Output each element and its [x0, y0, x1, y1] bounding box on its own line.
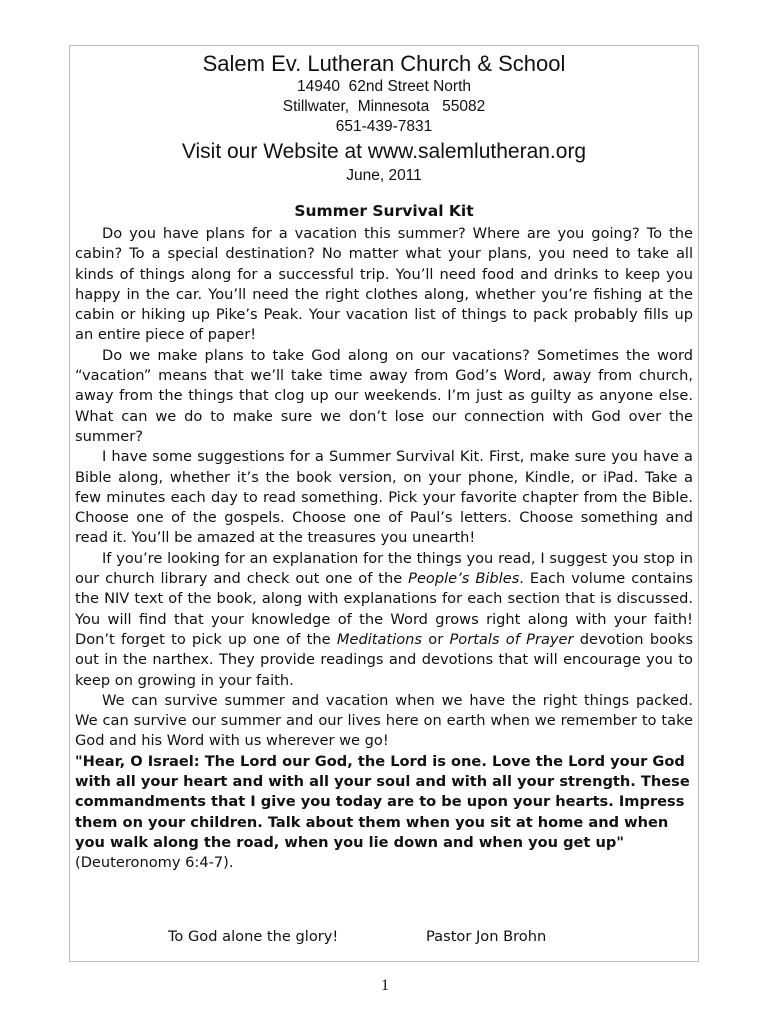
scripture-reference: (Deuteronomy 6:4-7).: [75, 854, 234, 872]
scripture-text: "Hear, O Israel: The Lord our God, the Lord is one. Love the Lord your God with all your heart and with all your soul and with all your strength. These commandments that I give you today are to be upon your hearts. Impress them on your children. Talk about them when you sit at home and when you walk along the road, when you lie down and when you get up": [75, 752, 690, 851]
meditations-title: Meditations: [336, 630, 422, 648]
article: [75, 200, 693, 874]
closing-motto: To God alone the glory!: [168, 928, 339, 945]
paragraph-4: [75, 549, 693, 691]
street-address: 14940 62nd Street North: [296, 78, 472, 95]
website-line: Visit our Website at www.salemlutheran.org: [181, 140, 587, 163]
paragraph-3: I have some suggestions for a Summer Survival Kit. First, make sure you have a Bible along, whether it’s the book version, on your phone, Kindle, or iPad. Take a few minutes each day to read something. Pick your favorite chapter from the Bible. Choose one of the gospels. Choose one of Paul’s letters. Choose something and read it. You’ll be amazed at the treasures you unearth!: [75, 448, 693, 547]
church-name: Salem Ev. Lutheran Church & School: [202, 51, 566, 76]
paragraph-5: We can survive summer and vacation when we have the right things packed. We can survive our summer and our lives here on earth when we remember to take God and his Word with us wherever we go!: [75, 691, 693, 750]
city-state-zip: Stillwater, Minnesota 55082: [282, 98, 486, 115]
portals-of-prayer-title: Portals of Prayer: [449, 630, 574, 648]
page-number: 1: [381, 977, 389, 994]
paragraph-4-text-g: devotion books out in the narthex. They provide readings and devotions that will encourage you to keep on growing in your faith.: [75, 630, 693, 689]
paragraph-4-text-a: If you’re looking for an explanation for the things you read, I suggest you stop in our church library and check out one of the: [75, 549, 693, 588]
paragraph-4-text-e: or: [422, 630, 450, 648]
issue-date: June, 2011: [346, 167, 422, 184]
author-signature: Pastor Jon Brohn: [426, 928, 547, 945]
phone-number: 651-439-7831: [335, 118, 433, 135]
paragraph-1: Do you have plans for a vacation this summer? Where are you going? To the cabin? To a special destination? No matter what your plans, you need to take all kinds of things along for a successful trip. You’ll need food and drinks to keep you happy in the car. You’ll need the right clothes along, whether you’re fishing at the cabin or hiking up Pike’s Peak. Your vacation list of things to pack probably fills up an entire piece of paper!: [75, 225, 693, 344]
paragraph-2: Do we make plans to take God along on our vacations? Sometimes the word “vacation” means that we’ll take time away from God’s Word, away from church, away from the things that clog up our weekends. I’m just as guilty as anyone else. What can we do to make sure we don’t lose our connection with God over the summer?: [75, 346, 693, 445]
scripture-quote: [75, 752, 693, 874]
paragraph-4-text-c: . Each volume contains the NIV text of the book, along with explanations for each section that is discussed. You will find that your knowledge of the Word grows right along with your faith! Don’t forget to pick up one of the: [75, 570, 693, 648]
letterhead: [69, 50, 699, 186]
article-title: Summer Survival Kit: [294, 202, 474, 220]
peoples-bibles-title: People’s Bibles: [408, 570, 520, 588]
